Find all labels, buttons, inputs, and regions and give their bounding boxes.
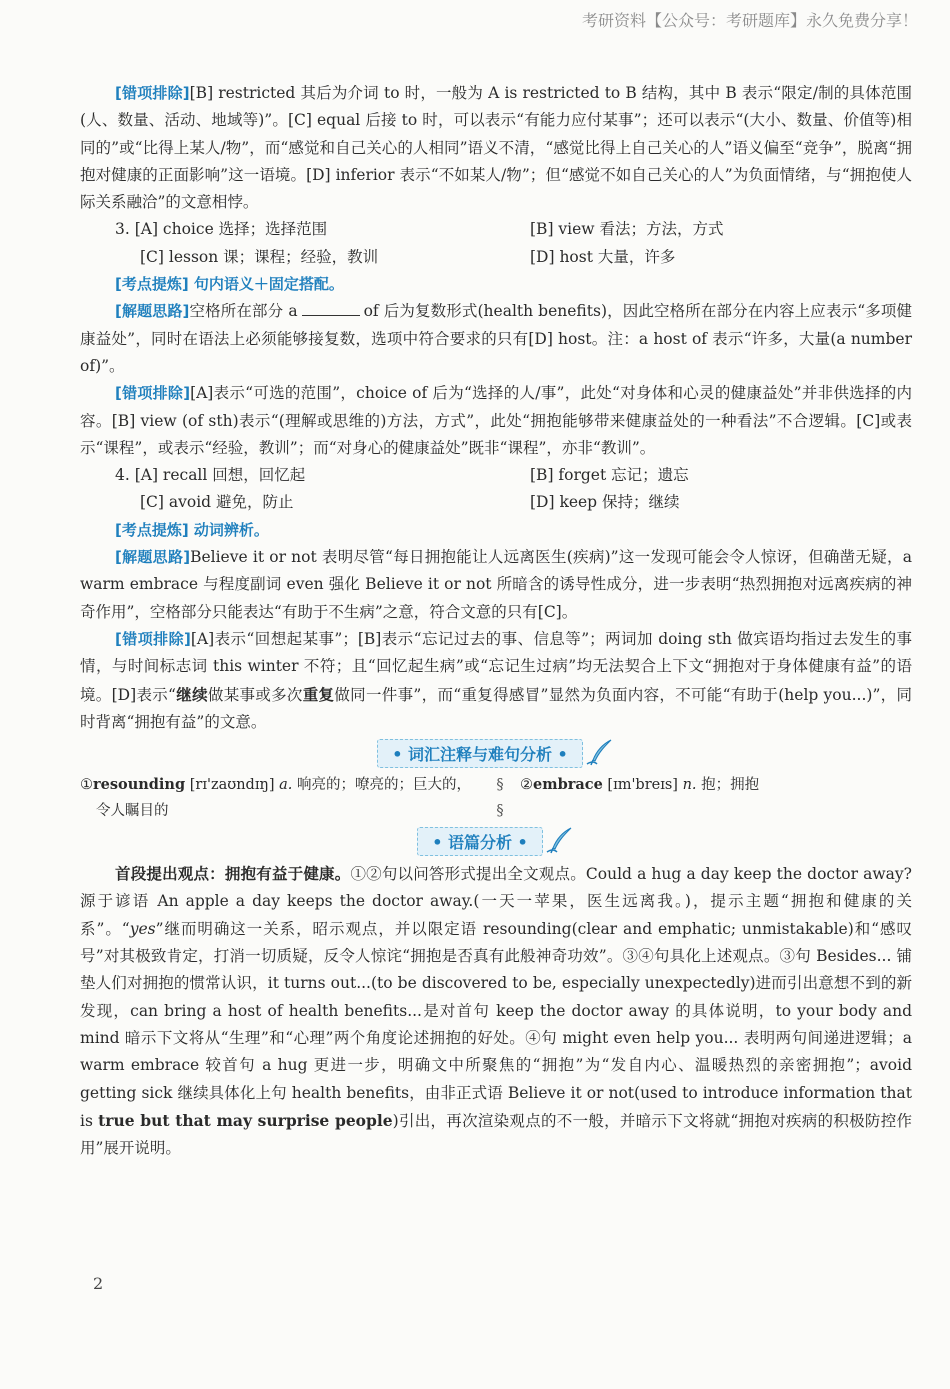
vocab-word: embrace — [533, 776, 603, 794]
section-title-analysis: • 语篇分析 • — [417, 827, 543, 856]
q4-idea-text: Believe it or not 表明尽管“每日拥抱能让人远离医生(疾病)”这一发现可能会令人惊讶，但确凿无疑，a warm embrace 与程度副词 even 强化 Believe it or not 所暗含的诱导性成分，进一步表明“热烈拥抱对远离疾病的神奇作用”，空格部分只能表达“有助于不生病”之意，符合文意的只有[C]。 — [80, 548, 912, 621]
vocab-item-embrace — [520, 772, 912, 824]
q4-elim-2: 做某事或多次 — [207, 685, 303, 704]
q3-option-c: [C] lesson 课；课程；经验，教训 — [140, 247, 379, 266]
q4-option-c: [C] avoid 避免，防止 — [140, 493, 294, 512]
q3-options-row1 — [80, 216, 912, 243]
q2-elim-text: [B] restricted 其后为介词 to 时，一般为 A is restricted to B 结构，其中 B 表示“限定/制的具体范围(人、数量、活动、地域等)”。[C] equal 后接 to 时，可以表示“有能力应付某事”；还可以表示“(大小、数量、价值等)相同的”或“比得上某人/物”，而“感觉和自己关心的人相同”语义不清，“感觉比得上自己关心的人”语义偏至“竞争”，脱离“拥抱对健康的正面影响”这一语境。[D] inferior 表示“不如某人/物”；但“感觉不如自己关心的人”为负面情绪，与“拥抱使人际关系融洽”的文意相悖。 — [80, 84, 912, 212]
q4-options-row2 — [80, 489, 912, 516]
q4-elim-1: [A]表示“回想起某事”；[B]表示“忘记过去的事、信息等”；两词加 doing sth 做宾语均指过去发生的事情，与时间标志词 this winter 不符；且“回忆起生病”或“忘记生过病”均无法契合上下文“拥抱对于身体健康有益”的语境。[D]表示“ — [80, 629, 912, 704]
q4-option-d: [D] keep 保持；继续 — [530, 493, 680, 512]
q3-idea-pre: 空格所在部分 a — [189, 302, 298, 321]
separator-glyph: § — [496, 803, 504, 820]
separator-glyph: § — [496, 777, 504, 794]
q4-elimination — [80, 626, 912, 736]
quill-icon — [545, 826, 575, 856]
analysis-bold: true but that may surprise people — [98, 1110, 393, 1130]
vocab-phonetic: [rɪ'zaʊndɪŋ] — [189, 777, 275, 794]
vocab-num: ② — [520, 777, 533, 794]
vocab-item-resounding — [80, 772, 480, 824]
vocab-row — [80, 772, 912, 824]
q3-elim-text: [A]表示“可选的范围”，choice of 后为“选择的人/事”，此处“对身体和心灵的健康益处”并非供选择的内容。[B] view (of sth)表示“(理解或思维的)方法，方式”，此处“拥抱能够带来健康益处的一种看法”不合逻辑。[C]或表示“课程”，或表示“经验，教训”；而“对身心的健康益处”既非“课程”，亦非“教训”。 — [80, 384, 912, 457]
q4-option-b: [B] forget 忘记；遗忘 — [530, 466, 689, 485]
section-title-vocab: • 词汇注释与难句分析 • — [377, 739, 583, 768]
q2-elimination — [80, 80, 912, 216]
q3-option-a: 3. [A] choice 选择；选择范围 — [115, 220, 328, 239]
vocab-pos: n. — [682, 777, 697, 794]
analysis-body-3: )引出，再次渲染观点的不一般，并暗示下文将就“拥抱对疾病的积极防控作用”展开说明。 — [80, 1111, 912, 1158]
watermark: 考研资料【公众号：考研题库】永久免费分享！ — [582, 11, 919, 30]
vocab-def: 响亮的；嘹亮的；巨大的， — [296, 777, 471, 794]
elim-tag: [错项排除] — [115, 384, 191, 403]
blank-line — [302, 301, 360, 316]
q4-elim-bold-1: 继续 — [175, 684, 208, 704]
q3-idea — [80, 298, 912, 380]
vocab-word: resounding — [93, 776, 186, 794]
q4-idea — [80, 544, 912, 626]
analysis-lead: 首段提出观点：拥抱有益于健康。 — [115, 864, 351, 884]
elim-tag: [错项排除] — [115, 84, 190, 102]
analysis-yes: yes — [129, 919, 156, 938]
q3-idea-post: of 后为复数形式(health benefits)，因此空格所在部分在内容上应表示“多项健康益处”，同时在语法上必须能够接复数，选项中符合要求的只有[D] host。注：a host of 表示“许多，大量(a number of)”。 — [80, 302, 913, 375]
q4-elim-bold-2: 重复 — [302, 684, 335, 704]
q3-options-row2 — [80, 244, 912, 271]
vocab-separator — [480, 772, 520, 824]
analysis-paragraph — [80, 860, 912, 1162]
q3-elimination — [80, 380, 912, 462]
quill-icon — [585, 738, 615, 768]
vocab-def-cont: 令人瞩目的 — [96, 803, 169, 820]
q4-elim-3: 做同一件事”，而“重复得感冒”显然为负面内容，不可能“有助于(help you...)”，同时背离“拥抱有益”的文意。 — [80, 685, 912, 731]
idea-tag: [解题思路] — [115, 548, 191, 567]
q3-point: [考点提炼] 句内语义＋固定搭配。 — [115, 275, 344, 294]
analysis-body-1: ①②句以问答形式提出全文观点。Could a hug a day keep the doctor away? 源于谚语 An apple a day keeps the doctor away.(一天一苹果，医生远离我。)，提示主题“拥抱和健康的关系”。“ — [80, 865, 912, 938]
vocab-num: ① — [80, 777, 93, 794]
q3-option-b: [B] view 看法；方法，方式 — [530, 220, 724, 239]
elim-tag: [错项排除] — [115, 629, 191, 648]
page-number: 2 — [93, 1274, 104, 1293]
page-content — [80, 80, 912, 1162]
section-header-vocab — [80, 738, 912, 768]
q4-option-a: 4. [A] recall 回想，回忆起 — [115, 466, 306, 485]
vocab-phonetic: [ɪm'breɪs] — [607, 777, 678, 794]
vocab-def: 抱；拥抱 — [701, 777, 760, 794]
section-header-analysis — [80, 826, 912, 856]
analysis-body-2: ”继而明确这一关系，昭示观点，并以限定语 resounding(clear and emphatic; unmistakable)和“感叹号”对其极致肯定，打消一切质疑，反令人惊诧“拥抱是否真有此般神奇功效”。③④句具化上述观点。③句 Besides... 铺垫人们对拥抱的惯常认识，it turns out...(to be discovered to be, especially unexpectedly)进而引出意想不到的新发现，can bring a host of health benefits...是对首句 keep the doctor away 的具体说明，to your body and mind 暗示下文将从“生理”和“心理”两个角度论述拥抱的好处。④句 might even help you... 表明两句间递进逻辑；a warm embrace 较首句 a hug 更进一步，明确文中所聚焦的“拥抱”为“发自内心、温暖热烈的亲密拥抱”；avoid getting sick 继续具体化上句 health benefits，由非正式语 Believe it or not(used to introduce information that is — [80, 919, 912, 1130]
idea-tag: [解题思路] — [115, 302, 190, 321]
q4-options-row1 — [80, 462, 912, 489]
q3-option-d: [D] host 大量，许多 — [530, 247, 676, 266]
vocab-pos: a. — [279, 777, 293, 794]
q4-point: [考点提炼] 动词辨析。 — [115, 520, 269, 539]
